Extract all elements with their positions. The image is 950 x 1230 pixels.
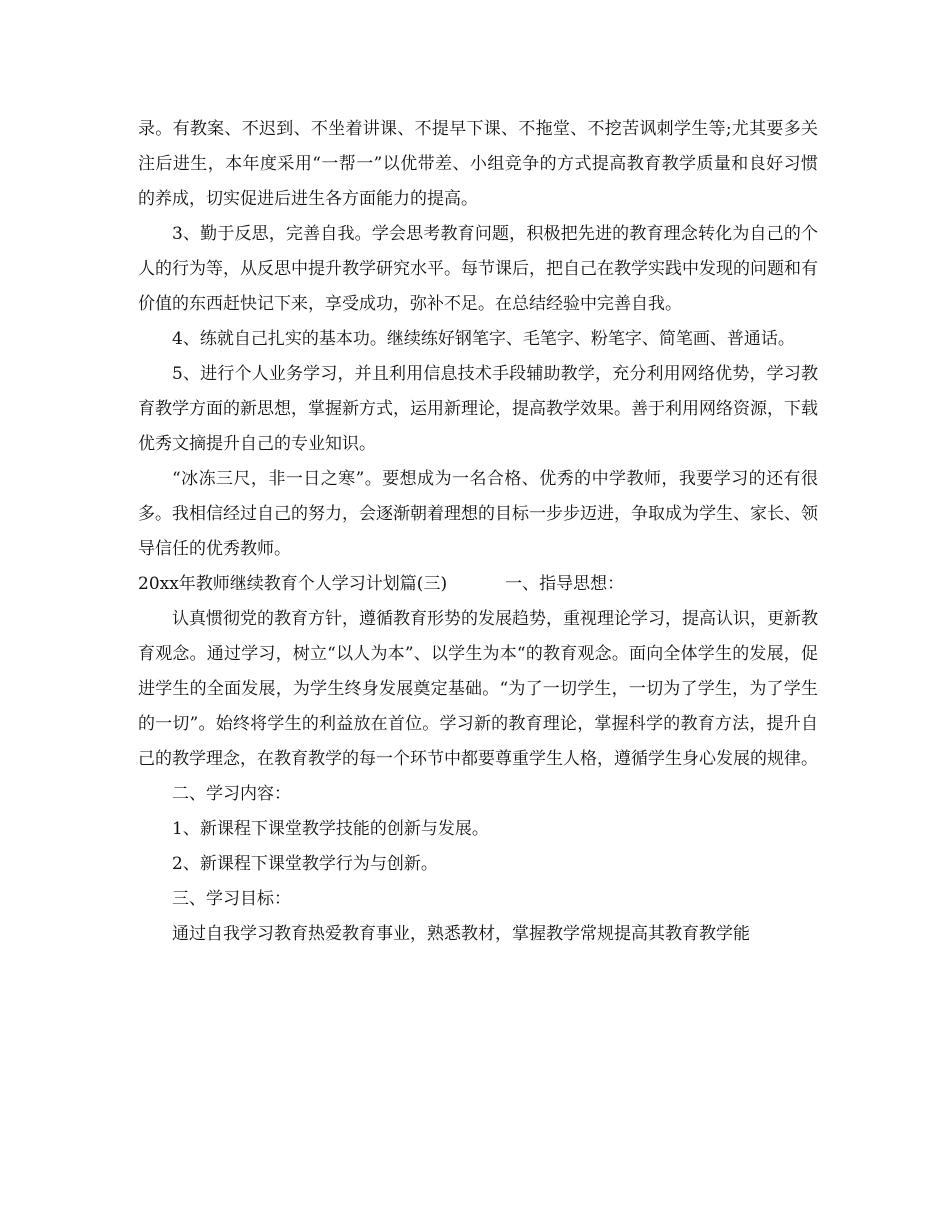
- section-heading-title: 20xx年教师继续教育个人学习计划篇(三): [138, 574, 448, 594]
- list-item-content-1: 1、新课程下课堂教学技能的创新与发展。: [172, 819, 489, 839]
- heading-study-goals: 三、学习目标：: [172, 889, 291, 909]
- paragraph-conclusion: “冰冻三尺，非一日之寒”。要想成为一名合格、优秀的中学教师，我要学习的还有很多。我相信经过自己的努力，会逐渐朝着理想的目标一步步迈进，争取成为学生、家长、领导信任的优秀教师。: [138, 469, 818, 559]
- paragraph-professional-study: 5、进行个人业务学习，并且利用信息技术手段辅助教学，充分利用网络优势，学习教育教学方面的新思想，掌握新方式，运用新理论，提高教学效果。善于利用网络资源，下载优秀文摘提升自己的专业知识。: [138, 364, 818, 454]
- paragraph-continuation: 录。有教案、不迟到、不坐着讲课、不提早下课、不拖堂、不挖苦讽刺学生等;尤其要多关注后进生，本年度采用“一帮一”以优带差、小组竞争的方式提高教育教学质量和良好习惯的养成，切实促进后进生各方面能力的提高。: [138, 119, 818, 209]
- section-heading-subtitle: 一、指导思想：: [505, 574, 625, 594]
- section-heading: [138, 567, 818, 602]
- heading-study-content: 二、学习内容：: [172, 784, 291, 804]
- paragraph-goals: 通过自我学习教育热爱教育事业，熟悉教材，掌握教学常规提高其教育教学能: [172, 924, 750, 944]
- paragraph-guiding-ideology: 认真惯彻党的教育方针，遵循教育形势的发展趋势，重视理论学习，提高认识，更新教育观念。通过学习，树立“以人为本”、以学生为本“的教育观念。面向全体学生的发展，促进学生的全面发展，为学生终身发展奠定基础。“为了一切学生，一切为了学生，为了学生的一切”。始终将学生的利益放在首位。学习新的教育理论，掌握科学的教育方法，提升自己的教学理念，在教育教学的每一个环节中都要尊重学生人格，遵循学生身心发展的规律。: [138, 609, 818, 769]
- paragraph-basic-skills: 4、练就自己扎实的基本功。继续练好钢笔字、毛笔字、粉笔字、简笔画、普通话。: [172, 329, 795, 349]
- paragraph-reflection: 3、勤于反思，完善自我。学会思考教育问题，积极把先进的教育理念转化为自己的个人的行为等，从反思中提升教学研究水平。每节课后，把自己在教学实践中发现的问题和有价值的东西赶快记下来，享受成功，弥补不足。在总结经验中完善自我。: [138, 224, 818, 314]
- document-body: [138, 112, 818, 952]
- list-item-content-2: 2、新课程下课堂教学行为与创新。: [172, 854, 438, 874]
